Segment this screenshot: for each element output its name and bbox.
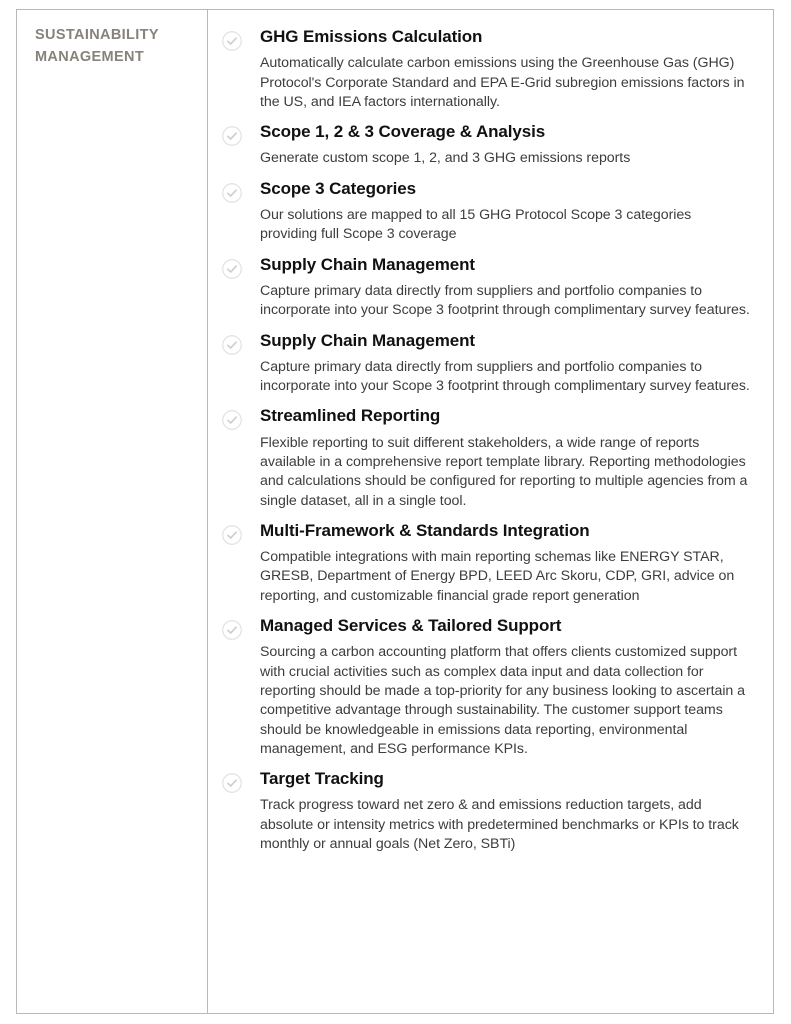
feature-description: Capture primary data directly from suppliers and portfolio companies to incorporate into your Scope 3 footprint through complimentary survey features. (260, 358, 750, 395)
feature-body (260, 330, 751, 397)
feature-item (222, 615, 751, 759)
feature-body (260, 26, 751, 112)
feature-body (260, 178, 751, 245)
feature-item (222, 405, 751, 511)
check-circle-icon (222, 31, 242, 51)
feature-description: Capture primary data directly from suppliers and portfolio companies to incorporate into your Scope 3 footprint through complimentary survey features. (260, 282, 750, 319)
feature-description: Generate custom scope 1, 2, and 3 GHG emissions reports (260, 150, 631, 167)
feature-heading: Supply Chain Management (260, 254, 475, 274)
feature-description: Flexible reporting to suit different stakeholders, a wide range of reports available in a comprehensive report template library. Reporting methodologies and calculations should be configured for reporting to multiple agencies from a single dataset, all in a single tool. (260, 434, 748, 509)
feature-item (222, 520, 751, 606)
feature-body (260, 768, 751, 854)
feature-body (260, 405, 751, 511)
feature-body (260, 254, 751, 321)
check-circle-icon (222, 525, 242, 545)
check-circle-icon (222, 335, 242, 355)
feature-heading: Target Tracking (260, 769, 384, 789)
features-column (208, 10, 773, 1013)
feature-description: Sourcing a carbon accounting platform that offers clients customized support with crucial activities such as complex data input and data collection for reporting should be made a top-priority for any business looking to ascertain a competitive advantage through sustainability. The customer support teams should be knowledgeable in emissions data reporting, environmental management, and ESG performance KPIs. (260, 644, 746, 757)
feature-heading: Multi-Framework & Standards Integration (260, 520, 590, 540)
feature-heading: Streamlined Reporting (260, 406, 441, 426)
category-title: SUSTAINABILITY MANAGEMENT (35, 27, 159, 66)
feature-heading: Scope 3 Categories (260, 178, 416, 198)
feature-item (222, 178, 751, 245)
feature-item (222, 254, 751, 321)
feature-item (222, 768, 751, 854)
feature-item (222, 121, 751, 169)
feature-body (260, 615, 751, 759)
feature-heading: Scope 1, 2 & 3 Coverage & Analysis (260, 122, 546, 142)
feature-description: Track progress toward net zero & and emissions reduction targets, add absolute or intensity metrics with predetermined benchmarks or KPIs to track monthly or annual goals (Net Zero, SBTi) (260, 797, 739, 853)
feature-description: Compatible integrations with main reporting schemas like ENERGY STAR, GRESB, Department of Energy BPD, LEED Arc Skoru, CDP, GRI, advice on reporting, and customizable financial grade report generation (260, 549, 735, 604)
check-circle-icon (222, 183, 242, 203)
feature-heading: Managed Services & Tailored Support (260, 616, 562, 636)
feature-description: Our solutions are mapped to all 15 GHG Protocol Scope 3 categories providing full Scope 3 coverage (260, 207, 692, 243)
feature-comparison-table (16, 9, 774, 1014)
check-circle-icon (222, 259, 242, 279)
feature-item (222, 26, 751, 112)
check-circle-icon (222, 773, 242, 793)
category-column (17, 10, 208, 1013)
feature-heading: GHG Emissions Calculation (260, 27, 483, 46)
check-circle-icon (222, 126, 242, 146)
feature-body (260, 520, 751, 606)
feature-description: Automatically calculate carbon emissions using the Greenhouse Gas (GHG) Protocol's Corporate Standard and EPA E-Grid subregion emissions factors in the US, and IEA factors internationally. (260, 55, 745, 110)
feature-body (260, 121, 751, 169)
check-circle-icon (222, 620, 242, 640)
check-circle-icon (222, 410, 242, 430)
feature-heading: Supply Chain Management (260, 330, 475, 350)
feature-item (222, 330, 751, 397)
